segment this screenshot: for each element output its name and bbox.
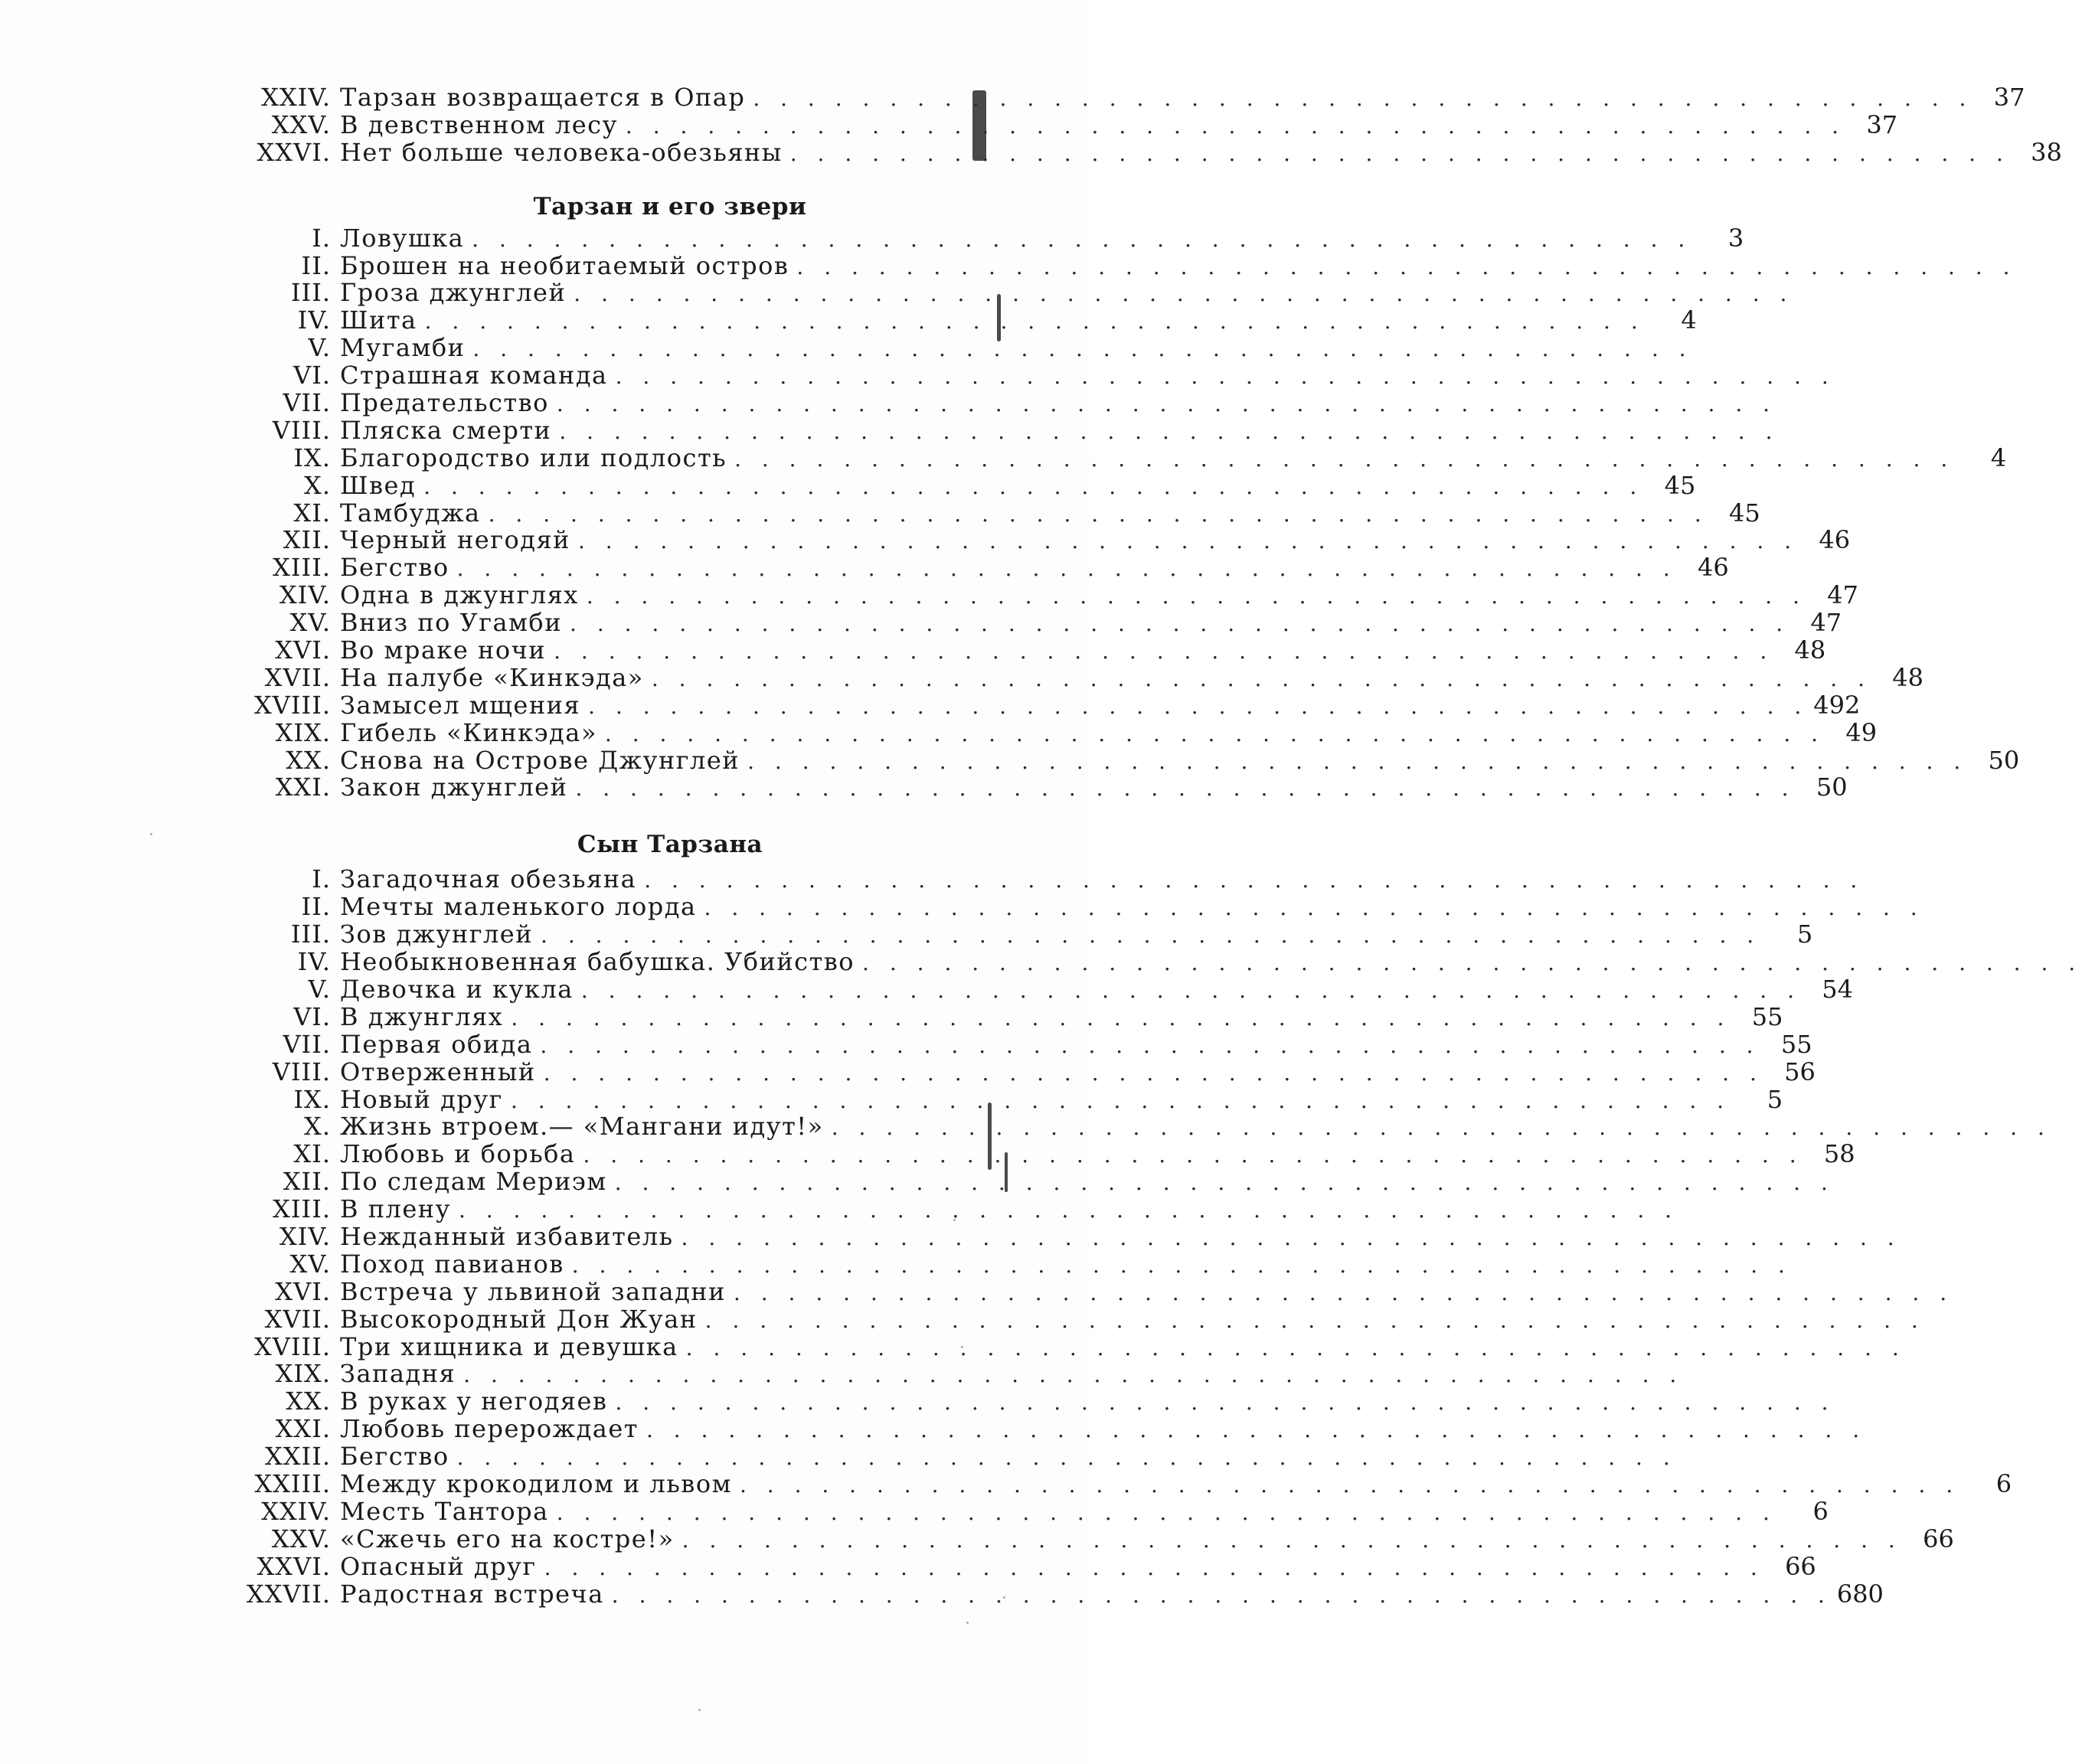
toc-entry <box>230 1443 1003 1471</box>
dot-leader <box>465 335 1692 363</box>
chapter-title: Бегство <box>340 1442 449 1472</box>
toc-entry <box>230 1524 1954 1553</box>
chapter-number: X. <box>304 1112 331 1142</box>
toc-entry <box>230 580 1858 610</box>
toc-entry <box>230 745 2020 775</box>
chapter-title: Любовь перерождает <box>340 1414 639 1444</box>
chapter-title: Тамбуджа <box>340 498 481 528</box>
chapter-title: Предательство <box>340 388 549 418</box>
toc-entry <box>230 279 1003 307</box>
chapter-number: V. <box>308 974 331 1004</box>
chapter-number: XVI. <box>275 1276 331 1306</box>
dot-leader <box>575 1142 1803 1169</box>
chapter-title: Нет больше человека-обезьяны <box>340 137 783 167</box>
chapter-number: XXI. <box>275 773 331 802</box>
dot-leader <box>503 1087 1731 1115</box>
toc-entry <box>230 773 1848 802</box>
chapter-number: XXIV. <box>261 1496 331 1526</box>
chapter-title: Тарзан возвращается в Опар <box>340 83 746 112</box>
page-number: 38 <box>2031 137 2062 167</box>
chapter-number: II. <box>301 250 331 280</box>
toc-entry <box>230 717 1878 747</box>
chapter-number: XVII. <box>264 1304 331 1334</box>
dot-leader <box>607 1169 1835 1197</box>
chapter-number: II. <box>301 892 331 922</box>
chapter-title: Благородство или подлость <box>340 443 727 472</box>
chapter-number: XIII. <box>273 553 331 583</box>
toc-entry <box>230 443 2007 472</box>
chapter-number: XIX. <box>275 1359 331 1389</box>
section-title-tarzan-and-his-beasts: Тарзан и его звери <box>533 192 807 220</box>
toc-continuation-list <box>230 83 2062 167</box>
page-number: 48 <box>1794 635 1826 665</box>
chapter-number: XVI. <box>275 635 331 665</box>
chapter-title: Месть Тантора <box>340 1496 549 1526</box>
chapter-title: Во мраке ночи <box>340 635 547 665</box>
dot-leader <box>532 1032 1760 1060</box>
toc-entry <box>230 1057 1816 1086</box>
scan-speck <box>961 1346 963 1348</box>
dot-leader <box>537 1554 1764 1582</box>
page-number: 48 <box>1892 662 1924 692</box>
page-number: 6 <box>1812 1496 1829 1526</box>
toc-entry <box>230 1551 1816 1581</box>
dot-leader <box>608 363 1835 390</box>
chapter-number: XXVII. <box>246 1579 331 1609</box>
dot-leader <box>855 949 2082 977</box>
dot-leader <box>449 555 1677 583</box>
dot-leader <box>503 1004 1731 1032</box>
chapter-number: III. <box>290 278 331 308</box>
table-of-contents <box>230 83 2062 1609</box>
chapter-number: XX. <box>286 1387 331 1416</box>
toc-entry <box>230 920 1813 949</box>
chapter-title: Девочка и кукла <box>340 974 574 1004</box>
chapter-number: XXII. <box>264 1442 331 1472</box>
chapter-number: XIII. <box>273 1194 331 1224</box>
dot-leader <box>697 894 1924 922</box>
toc-entry <box>230 662 1924 692</box>
dot-leader <box>678 1334 1906 1362</box>
chapter-number: IV. <box>297 305 331 335</box>
chapter-title: Три хищника и девушка <box>340 1331 678 1361</box>
toc-entry <box>230 690 1861 720</box>
dot-leader <box>824 1114 2051 1142</box>
chapter-title: Встреча у львиной западни <box>340 1276 726 1306</box>
chapter-number: IX. <box>293 443 331 472</box>
dot-leader <box>674 1224 1901 1252</box>
chapter-number: XI. <box>293 1139 331 1169</box>
chapter-title: Закон джунглей <box>340 773 568 802</box>
chapter-title: «Сжечь его на костре!» <box>340 1524 675 1553</box>
chapter-number: IV. <box>297 947 331 977</box>
chapter-title: Пляска смерти <box>340 415 552 445</box>
scan-speck <box>150 833 152 835</box>
chapter-number: X. <box>304 470 331 500</box>
chapter-title: Опасный друг <box>340 1551 537 1581</box>
chapter-number: XV. <box>289 608 331 638</box>
page-number: 37 <box>1866 109 1898 139</box>
toc-entry <box>230 1416 1003 1443</box>
dot-leader <box>789 253 2016 281</box>
dot-leader <box>579 583 1806 610</box>
page-number: 37 <box>1993 83 2025 112</box>
page-number: 54 <box>1822 974 1854 1004</box>
chapter-number: VI. <box>293 1001 331 1031</box>
page-number: 46 <box>1819 525 1851 555</box>
dot-leader <box>698 1307 1925 1334</box>
scan-speck <box>698 1709 701 1711</box>
page-number: 6 <box>1995 1468 2012 1498</box>
page-number: 4 <box>1681 305 1697 335</box>
dot-leader <box>675 1527 1902 1554</box>
chapter-title: Поход павианов <box>340 1249 564 1279</box>
chapter-title: Новый друг <box>340 1084 503 1114</box>
chapter-title: Брошен на необитаемый остров <box>340 250 789 280</box>
chapter-title: Мугамби <box>340 333 466 363</box>
dot-leader <box>570 528 1798 555</box>
dot-leader <box>727 446 1954 473</box>
chapter-title: Мечты маленького лорда <box>340 892 697 922</box>
chapter-title: Жизнь втроем.— «Мангани идут!» <box>340 1112 824 1142</box>
scan-smudge <box>988 1102 992 1170</box>
chapter-number: I. <box>312 864 331 894</box>
chapter-number: XXV. <box>271 109 331 139</box>
toc-entry <box>230 1306 1003 1334</box>
toc-section-son-of-tarzan <box>230 864 2012 1609</box>
toc-entry <box>230 305 1697 335</box>
toc-entry <box>230 1084 1783 1114</box>
chapter-title: На палубе «Кинкэда» <box>340 662 644 692</box>
dot-leader <box>549 390 1776 418</box>
dot-leader <box>567 775 1795 802</box>
toc-entry <box>230 390 1003 417</box>
page-number: 680 <box>1836 1579 1884 1609</box>
dot-leader <box>740 748 1967 776</box>
dot-leader <box>456 1361 1683 1389</box>
chapter-title: Первая обида <box>340 1029 533 1059</box>
dot-leader <box>562 610 1789 638</box>
toc-entry <box>230 974 1854 1004</box>
dot-leader <box>639 1416 1866 1444</box>
page-number: 45 <box>1729 498 1760 528</box>
page-number: 55 <box>1751 1001 1783 1031</box>
page-number: 47 <box>1827 580 1858 610</box>
toc-entry <box>230 1168 1003 1196</box>
chapter-number: VIII. <box>272 415 331 445</box>
page-number: 4 <box>1990 443 2007 472</box>
toc-entry <box>230 1139 1855 1169</box>
toc-entry <box>230 525 1851 555</box>
toc-entry <box>230 949 1003 976</box>
chapter-title: Зов джунглей <box>340 920 534 949</box>
chapter-number: VI. <box>293 361 331 390</box>
toc-entry <box>230 1001 1783 1031</box>
dot-leader <box>536 1060 1763 1087</box>
toc-entry <box>230 1496 1829 1526</box>
chapter-title: Необыкновенная бабушка. Убийство <box>340 947 855 977</box>
chapter-title: Между крокодилом и львом <box>340 1468 732 1498</box>
dot-leader <box>416 473 1643 501</box>
toc-entry <box>230 137 2062 167</box>
toc-entry <box>230 223 1744 253</box>
dot-leader <box>604 1582 1832 1609</box>
chapter-number: V. <box>308 333 331 363</box>
chapter-title: В девственном лесу <box>340 109 618 139</box>
scan-speck <box>953 1219 956 1221</box>
dot-leader <box>597 720 1825 748</box>
chapter-title: В джунглях <box>340 1001 504 1031</box>
chapter-title: Радостная встреча <box>340 1579 604 1609</box>
chapter-number: XXI. <box>275 1414 331 1444</box>
toc-entry <box>230 1029 1812 1059</box>
dot-leader <box>449 1444 1677 1472</box>
chapter-title: Нежданный избавитель <box>340 1221 674 1251</box>
chapter-title: Загадочная обезьяна <box>340 864 637 894</box>
page-number: 5 <box>1767 1084 1783 1114</box>
page-number: 55 <box>1780 1029 1812 1059</box>
toc-entry <box>230 362 1003 390</box>
page-number: 5 <box>1796 920 1813 949</box>
dot-leader <box>644 665 1871 693</box>
toc-entry <box>230 470 1696 500</box>
chapter-number: XIV. <box>279 580 331 610</box>
chapter-number: I. <box>312 223 331 253</box>
chapter-title: Страшная команда <box>340 361 608 390</box>
chapter-title: Бегство <box>340 553 449 583</box>
chapter-title: Высокородный Дон Жуан <box>340 1304 698 1334</box>
chapter-number: XX. <box>286 745 331 775</box>
dot-leader <box>580 693 1808 720</box>
dot-leader <box>564 1252 1792 1279</box>
chapter-number: VII. <box>283 388 331 418</box>
dot-leader <box>636 867 1864 894</box>
toc-entry <box>230 1331 1003 1361</box>
dot-leader <box>783 140 2010 168</box>
page-number: 45 <box>1664 470 1696 500</box>
page-number: 49 <box>1845 717 1878 747</box>
chapter-number: XXVI. <box>257 1551 331 1581</box>
dot-leader <box>533 922 1760 949</box>
dot-leader <box>417 308 1645 335</box>
page-number: 50 <box>1988 745 2020 775</box>
dot-leader <box>745 85 1973 113</box>
chapter-number: XXIV. <box>261 83 331 112</box>
toc-entry <box>230 109 1898 139</box>
page-number: 66 <box>1923 1524 1954 1553</box>
toc-entry <box>230 1276 1003 1306</box>
toc-entry <box>230 893 1003 921</box>
chapter-number: III. <box>290 920 331 949</box>
toc-entry <box>230 1223 1003 1251</box>
toc-entry <box>230 1196 1003 1223</box>
scan-smudge <box>1005 1152 1008 1192</box>
chapter-number: VII. <box>283 1029 331 1059</box>
chapter-number: XVIII. <box>254 690 331 720</box>
toc-entry <box>230 1361 1003 1388</box>
chapter-title: Швед <box>340 470 417 500</box>
dot-leader <box>451 1197 1678 1224</box>
page-number: 56 <box>1784 1057 1816 1086</box>
chapter-number: XXV. <box>271 1524 331 1553</box>
dot-leader <box>726 1279 1953 1307</box>
dot-leader <box>732 1472 1959 1499</box>
dot-leader <box>546 638 1773 665</box>
dot-leader <box>566 280 1793 308</box>
chapter-title: Вниз по Угамби <box>340 608 563 638</box>
chapter-number: XV. <box>289 1249 331 1279</box>
chapter-title: Любовь и борьба <box>340 1139 576 1169</box>
page-number: 492 <box>1813 690 1861 720</box>
chapter-title: В руках у негодяев <box>340 1387 608 1416</box>
chapter-number: XVIII. <box>254 1331 331 1361</box>
chapter-title: В плену <box>340 1194 451 1224</box>
scan-smudge <box>997 294 1001 341</box>
chapter-title: Снова на Острове Джунглей <box>340 745 740 775</box>
dot-leader <box>481 501 1708 528</box>
chapter-title: Ловушка <box>340 223 465 253</box>
dot-leader <box>549 1499 1776 1527</box>
page-number: 46 <box>1698 553 1729 583</box>
toc-entry <box>230 498 1760 528</box>
page-number: 50 <box>1816 773 1848 802</box>
page-number: 58 <box>1823 1139 1855 1169</box>
chapter-title: Западня <box>340 1359 456 1389</box>
toc-section-tarzan-and-his-beasts <box>230 223 2020 802</box>
dot-leader <box>607 1389 1835 1416</box>
chapter-title: Отверженный <box>340 1057 536 1086</box>
chapter-number: XI. <box>293 498 331 528</box>
scan-smudge <box>972 90 986 161</box>
toc-entry <box>230 553 1729 583</box>
chapter-number: XIV. <box>279 1221 331 1251</box>
chapter-number: IX. <box>293 1084 331 1114</box>
dot-leader <box>464 226 1691 253</box>
dot-leader <box>618 113 1845 140</box>
toc-entry <box>230 417 1003 445</box>
chapter-title: Шита <box>340 305 417 335</box>
chapter-number: VIII. <box>272 1057 331 1086</box>
toc-entry <box>230 1468 2012 1498</box>
toc-entry <box>230 635 1826 665</box>
toc-entry <box>230 1579 1884 1609</box>
dot-leader <box>551 418 1779 446</box>
toc-entry <box>230 1251 1003 1279</box>
chapter-title: Одна в джунглях <box>340 580 579 610</box>
chapter-title: Замысел мщения <box>340 690 581 720</box>
toc-entry <box>230 1113 1003 1141</box>
page-number: 47 <box>1810 608 1842 638</box>
scan-speck <box>966 1622 969 1624</box>
scan-speck <box>1003 1596 1005 1599</box>
chapter-number: XVII. <box>264 662 331 692</box>
dot-leader <box>574 977 1801 1004</box>
chapter-title: Черный негодяй <box>340 525 570 555</box>
chapter-number: XIX. <box>275 717 331 747</box>
toc-entry <box>230 866 1003 893</box>
toc-entry <box>230 608 1842 638</box>
toc-entry <box>230 335 1003 362</box>
toc-entry <box>230 1388 1003 1416</box>
chapter-number: XII. <box>283 525 331 555</box>
chapter-number: XXVI. <box>257 137 331 167</box>
chapter-title: По следам Мериэм <box>340 1167 607 1197</box>
page-number: 66 <box>1785 1551 1816 1581</box>
toc-entry <box>230 83 2025 112</box>
page-number: 3 <box>1727 223 1744 253</box>
chapter-title: Гроза джунглей <box>340 278 567 308</box>
chapter-number: XXIII. <box>254 1468 331 1498</box>
section-title-son-of-tarzan: Сын Тарзана <box>577 831 763 859</box>
toc-entry <box>230 250 1003 280</box>
chapter-title: Гибель «Кинкэда» <box>340 717 597 747</box>
chapter-number: XII. <box>283 1167 331 1197</box>
